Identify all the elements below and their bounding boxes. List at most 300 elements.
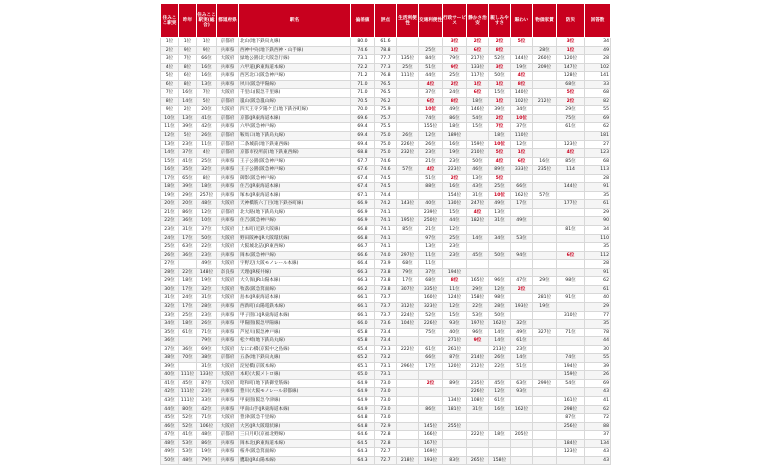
table-cell: 261位 bbox=[443, 345, 467, 354]
table-cell: 49 bbox=[585, 46, 611, 55]
table-cell: 32位 bbox=[161, 302, 179, 311]
table-row bbox=[161, 174, 611, 183]
table-cell: 31位 bbox=[467, 405, 489, 414]
table-cell bbox=[533, 208, 557, 217]
table-cell: 6位 bbox=[467, 89, 489, 98]
table-cell: 大阪府 bbox=[217, 379, 239, 388]
table-cell: 36位 bbox=[179, 217, 197, 226]
table-cell: 大宮(JR大阪環状線) bbox=[239, 422, 351, 431]
table-cell: 148位 bbox=[197, 268, 217, 277]
table-cell: 14位 bbox=[179, 97, 197, 106]
table-cell: 37位 bbox=[419, 89, 443, 98]
table-cell: 76.2 bbox=[375, 97, 397, 106]
table-cell: 34 bbox=[585, 38, 611, 47]
table-cell: 3位 bbox=[489, 63, 511, 72]
table-cell bbox=[397, 396, 419, 405]
table-cell: 芦屋川(阪急神戸線) bbox=[239, 328, 351, 337]
table-cell: 6位 bbox=[511, 157, 533, 166]
table-cell: 61 bbox=[585, 285, 611, 294]
table-cell: 40位 bbox=[419, 200, 443, 209]
table-cell: 85位 bbox=[557, 157, 585, 166]
column-header: 評点 bbox=[375, 4, 397, 38]
table-cell: 千里山(阪急千里線) bbox=[239, 89, 351, 98]
table-cell: 140位 bbox=[511, 89, 533, 98]
table-cell: 29 bbox=[585, 302, 611, 311]
table-cell bbox=[511, 396, 533, 405]
table-cell: 11位 bbox=[419, 260, 443, 269]
table-cell bbox=[397, 123, 419, 132]
table-cell: 159位 bbox=[467, 140, 489, 149]
table-cell: 72.7 bbox=[375, 456, 397, 465]
table-cell bbox=[533, 320, 557, 329]
table-cell bbox=[397, 328, 419, 337]
column-header: 偏差値 bbox=[351, 4, 375, 38]
table-cell: 31位 bbox=[489, 217, 511, 226]
table-cell: 26位 bbox=[197, 132, 217, 141]
table-cell: 193位 bbox=[419, 456, 443, 465]
table-cell bbox=[489, 371, 511, 380]
table-cell: 96位 bbox=[489, 277, 511, 286]
table-cell: 49位 bbox=[197, 260, 217, 269]
table-cell: 六甲道(JR東海道本線) bbox=[239, 63, 351, 72]
table-cell: 王子公園(阪急神戸線) bbox=[239, 157, 351, 166]
table-cell: 65.1 bbox=[351, 362, 375, 371]
table-cell: 御影(阪急神戸線) bbox=[239, 174, 351, 183]
table-cell: 21位 bbox=[161, 208, 179, 217]
table-cell: 45位 bbox=[179, 379, 197, 388]
table-cell: 73.0 bbox=[375, 379, 397, 388]
table-cell: 19位 bbox=[511, 63, 533, 72]
table-cell: 11位 bbox=[197, 140, 217, 149]
table-cell: 43位 bbox=[467, 183, 489, 192]
table-cell bbox=[557, 285, 585, 294]
table-cell: 75.5 bbox=[375, 123, 397, 132]
table-cell bbox=[489, 260, 511, 269]
table-cell: 46位 bbox=[467, 166, 489, 175]
table-cell: 2位 bbox=[443, 174, 467, 183]
table-cell: 天理(JR桜井線) bbox=[239, 268, 351, 277]
table-cell: 9位 bbox=[443, 63, 467, 72]
table-row bbox=[161, 388, 611, 397]
table-cell: 44位 bbox=[443, 217, 467, 226]
table-cell: 30 bbox=[585, 345, 611, 354]
table-cell: 111位 bbox=[179, 388, 197, 397]
table-cell bbox=[533, 371, 557, 380]
table-cell: 80位 bbox=[179, 405, 197, 414]
table-cell bbox=[397, 439, 419, 448]
table-cell: 134 bbox=[585, 439, 611, 448]
table-cell: 31位 bbox=[197, 294, 217, 303]
table-cell: 兵庫県 bbox=[217, 72, 239, 81]
table-cell: 222位 bbox=[467, 431, 489, 440]
table-cell bbox=[467, 226, 489, 235]
table-cell bbox=[419, 414, 443, 423]
table-cell: 73.1 bbox=[351, 55, 375, 64]
table-cell: 133位 bbox=[467, 63, 489, 72]
table-cell: 四天王寺夕陽ケ丘(地下鉄谷町線) bbox=[239, 106, 351, 115]
table-cell bbox=[397, 191, 419, 200]
table-cell: 74.2 bbox=[375, 200, 397, 209]
table-cell: 35 bbox=[585, 243, 611, 252]
table-cell: 72.8 bbox=[375, 439, 397, 448]
table-cell: 79位 bbox=[443, 55, 467, 64]
table-cell: 73.0 bbox=[375, 414, 397, 423]
table-cell: 2位 bbox=[467, 38, 489, 47]
table-cell: 本町(大阪メトロ線) bbox=[239, 371, 351, 380]
table-cell bbox=[397, 89, 419, 98]
table-cell: 16位 bbox=[443, 183, 467, 192]
table-cell bbox=[533, 439, 557, 448]
table-row bbox=[161, 371, 611, 380]
table-cell: 93位 bbox=[443, 320, 467, 329]
table-cell: 73.1 bbox=[375, 362, 397, 371]
table-cell: 144位 bbox=[557, 183, 585, 192]
table-cell: 93位 bbox=[511, 388, 533, 397]
table-cell: 61 bbox=[585, 200, 611, 209]
table-cell: 87位 bbox=[557, 414, 585, 423]
table-cell: 大阪府 bbox=[217, 226, 239, 235]
table-cell: 牧落(阪急箕面線) bbox=[239, 285, 351, 294]
table-cell: 36位 bbox=[179, 345, 197, 354]
table-cell: 82 bbox=[585, 97, 611, 106]
table-cell: 64.3 bbox=[351, 456, 375, 465]
table-cell: 181位 bbox=[443, 405, 467, 414]
table-cell: 1位 bbox=[179, 38, 197, 47]
table-cell: 16位 bbox=[179, 89, 197, 98]
table-cell: 5位 bbox=[557, 89, 585, 98]
table-cell: 11位 bbox=[443, 285, 467, 294]
table-cell: 76.5 bbox=[375, 89, 397, 98]
table-cell: 67.7 bbox=[351, 157, 375, 166]
table-cell: 4位 bbox=[161, 63, 179, 72]
table-cell: 24位 bbox=[443, 89, 467, 98]
table-row bbox=[161, 277, 611, 286]
table-cell: 102位 bbox=[511, 97, 533, 106]
table-row bbox=[161, 89, 611, 98]
table-cell: 16位 bbox=[197, 63, 217, 72]
table-cell: 71.0 bbox=[351, 89, 375, 98]
table-cell: 66.8 bbox=[351, 226, 375, 235]
table-cell: 大阪府 bbox=[217, 277, 239, 286]
table-cell: 98位 bbox=[489, 294, 511, 303]
table-cell: 120位 bbox=[443, 362, 467, 371]
table-cell: 212位 bbox=[533, 97, 557, 106]
table-cell: 18位 bbox=[467, 97, 489, 106]
table-cell: 310位 bbox=[557, 311, 585, 320]
table-cell: 128位 bbox=[557, 72, 585, 81]
table-cell: 162位 bbox=[511, 191, 533, 200]
table-cell: 94位 bbox=[511, 251, 533, 260]
table-cell bbox=[511, 243, 533, 252]
table-cell: 15位 bbox=[443, 208, 467, 217]
table-cell bbox=[533, 200, 557, 209]
table-cell: 大阪府 bbox=[217, 234, 239, 243]
station-ranking-table bbox=[160, 3, 611, 465]
table-cell bbox=[397, 234, 419, 243]
table-cell: 66.1 bbox=[351, 302, 375, 311]
table-cell: 19位 bbox=[197, 277, 217, 286]
table-cell: 兵庫県 bbox=[217, 448, 239, 457]
table-cell: 146位 bbox=[467, 106, 489, 115]
table-cell: 39 bbox=[585, 362, 611, 371]
table-cell: 4位 bbox=[197, 149, 217, 158]
table-cell: 144位 bbox=[511, 55, 533, 64]
table-cell: 大阪府 bbox=[217, 106, 239, 115]
table-cell: 43 bbox=[585, 448, 611, 457]
table-cell: 17位 bbox=[397, 277, 419, 286]
column-header: 交通利便性 bbox=[419, 4, 443, 38]
table-cell: 夙川(阪急甲陽線) bbox=[239, 80, 351, 89]
table-cell: 74.6 bbox=[351, 46, 375, 55]
table-cell: 20位 bbox=[179, 200, 197, 209]
table-cell: 226位 bbox=[419, 320, 443, 329]
table-cell: 133位 bbox=[197, 371, 217, 380]
table-cell: 23位 bbox=[419, 149, 443, 158]
table-cell: 17位 bbox=[179, 302, 197, 311]
table-cell: 昭和町(地下鉄御堂筋線) bbox=[239, 379, 351, 388]
table-cell: 73.4 bbox=[375, 337, 397, 346]
table-cell: 7位 bbox=[179, 55, 197, 64]
table-cell bbox=[397, 294, 419, 303]
table-cell bbox=[489, 448, 511, 457]
table-cell bbox=[557, 388, 585, 397]
table-cell: 6位 bbox=[179, 72, 197, 81]
table-cell bbox=[467, 260, 489, 269]
table-cell: 72.7 bbox=[375, 448, 397, 457]
table-cell: 130位 bbox=[443, 200, 467, 209]
table-cell: 6位 bbox=[467, 46, 489, 55]
table-cell: 239位 bbox=[419, 208, 443, 217]
table-cell bbox=[533, 345, 557, 354]
table-cell: 17位 bbox=[179, 285, 197, 294]
table-cell bbox=[533, 132, 557, 141]
table-cell: 兵庫県 bbox=[217, 388, 239, 397]
table-cell: 26位 bbox=[419, 140, 443, 149]
table-row bbox=[161, 72, 611, 81]
table-cell: 2位 bbox=[179, 106, 197, 115]
table-cell: 22位 bbox=[197, 243, 217, 252]
table-cell: 37位 bbox=[179, 149, 197, 158]
table-cell: 226位 bbox=[397, 140, 419, 149]
table-cell bbox=[467, 132, 489, 141]
table-cell: 61.6 bbox=[375, 38, 397, 47]
table-cell: 189位 bbox=[443, 132, 467, 141]
table-row bbox=[161, 260, 611, 269]
table-cell bbox=[419, 388, 443, 397]
table-cell: 74.1 bbox=[375, 234, 397, 243]
table-cell: 33位 bbox=[161, 311, 179, 320]
table-cell: 大阪府 bbox=[217, 345, 239, 354]
table-cell: 17位 bbox=[161, 174, 179, 183]
column-header: 住みここ駅実(総合) bbox=[197, 4, 217, 38]
table-cell: 74.6 bbox=[375, 157, 397, 166]
table-cell: 北大路(地下鉄烏丸線) bbox=[239, 208, 351, 217]
table-cell bbox=[533, 183, 557, 192]
table-cell: 64.6 bbox=[351, 431, 375, 440]
table-cell: 68 bbox=[585, 157, 611, 166]
table-cell: 41位 bbox=[197, 114, 217, 123]
table-cell: 2位 bbox=[161, 46, 179, 55]
table-cell: 86位 bbox=[179, 208, 197, 217]
table-cell: 12位 bbox=[161, 132, 179, 141]
table-cell: 37位 bbox=[197, 226, 217, 235]
table-row bbox=[161, 302, 611, 311]
table-cell: 73.7 bbox=[375, 294, 397, 303]
table-cell: 9位 bbox=[161, 106, 179, 115]
table-cell: 1位 bbox=[511, 149, 533, 158]
table-cell: 43位 bbox=[161, 396, 179, 405]
table-cell: 12位 bbox=[511, 140, 533, 149]
table-cell: 73.8 bbox=[375, 285, 397, 294]
table-cell: 48位 bbox=[197, 431, 217, 440]
table-cell bbox=[557, 268, 585, 277]
table-cell: 49位 bbox=[511, 328, 533, 337]
table-cell: 23位 bbox=[161, 226, 179, 235]
table-cell: 265位 bbox=[467, 456, 489, 465]
table-row bbox=[161, 157, 611, 166]
table-cell: 335位 bbox=[419, 285, 443, 294]
table-cell: 8位 bbox=[511, 80, 533, 89]
table-row bbox=[161, 63, 611, 72]
table-cell: 15位 bbox=[161, 157, 179, 166]
table-cell: 3位 bbox=[557, 38, 585, 47]
table-cell: 73.4 bbox=[375, 328, 397, 337]
table-cell bbox=[557, 345, 585, 354]
table-cell: 83位 bbox=[443, 456, 467, 465]
table-row bbox=[161, 149, 611, 158]
table-cell: 7位 bbox=[489, 123, 511, 132]
table-cell: 75位 bbox=[557, 114, 585, 123]
table-cell: 6位 bbox=[557, 251, 585, 260]
table-cell: 54位 bbox=[467, 114, 489, 123]
table-cell: 53位 bbox=[179, 439, 197, 448]
table-cell: 64.3 bbox=[351, 448, 375, 457]
table-cell: 26位 bbox=[197, 320, 217, 329]
table-cell: 29位 bbox=[467, 285, 489, 294]
table-cell: 29位 bbox=[533, 277, 557, 286]
table-cell: 26位 bbox=[161, 251, 179, 260]
table-cell: 8位 bbox=[197, 174, 217, 183]
table-cell bbox=[511, 260, 533, 269]
table-cell: 大阪府 bbox=[217, 422, 239, 431]
table-cell: 194位 bbox=[443, 268, 467, 277]
table-cell: 98位 bbox=[557, 277, 585, 286]
table-cell: 67.4 bbox=[351, 183, 375, 192]
table-cell bbox=[511, 371, 533, 380]
table-cell: 61位 bbox=[511, 337, 533, 346]
table-row bbox=[161, 200, 611, 209]
table-cell bbox=[467, 268, 489, 277]
table-cell: 11位 bbox=[419, 251, 443, 260]
table-cell: 73.2 bbox=[375, 354, 397, 363]
table-cell: 73.6 bbox=[375, 320, 397, 329]
table-cell: 住吉(阪急神戸線) bbox=[239, 217, 351, 226]
table-cell: 74.6 bbox=[375, 166, 397, 175]
table-row bbox=[161, 294, 611, 303]
table-cell: 上本町(近鉄大阪線) bbox=[239, 226, 351, 235]
table-row bbox=[161, 140, 611, 149]
table-cell bbox=[443, 439, 467, 448]
table-cell: 10位 bbox=[511, 114, 533, 123]
table-cell bbox=[397, 106, 419, 115]
table-cell: 226位 bbox=[467, 388, 489, 397]
table-cell: 京都市役所前(地下鉄東西線) bbox=[239, 149, 351, 158]
table-cell: 35 bbox=[585, 320, 611, 329]
table-cell: 14位 bbox=[161, 149, 179, 158]
table-cell: 69.4 bbox=[351, 140, 375, 149]
table-cell: 159位 bbox=[557, 371, 585, 380]
table-cell: 167位 bbox=[419, 439, 443, 448]
table-cell: 兵庫県 bbox=[217, 157, 239, 166]
table-cell: 169位 bbox=[419, 448, 443, 457]
table-cell: 61位 bbox=[419, 345, 443, 354]
table-cell: 兵庫県 bbox=[217, 320, 239, 329]
table-cell: 37 bbox=[585, 431, 611, 440]
table-cell: 20位 bbox=[161, 200, 179, 209]
table-cell: 256位 bbox=[557, 422, 585, 431]
table-cell: 224位 bbox=[397, 311, 419, 320]
table-cell: 26位 bbox=[489, 354, 511, 363]
table-cell: 213位 bbox=[489, 345, 511, 354]
table-cell bbox=[397, 388, 419, 397]
table-cell: 70位 bbox=[179, 354, 197, 363]
table-cell bbox=[489, 268, 511, 277]
table-cell: 43 bbox=[585, 388, 611, 397]
table-cell: 23位 bbox=[511, 345, 533, 354]
table-cell: 9位 bbox=[179, 46, 197, 55]
table-cell: 61位 bbox=[557, 123, 585, 132]
table-cell: 44位 bbox=[419, 72, 443, 81]
table-cell: 74.1 bbox=[375, 217, 397, 226]
table-cell: 97位 bbox=[419, 234, 443, 243]
table-cell: 299位 bbox=[533, 379, 557, 388]
table-cell: 住吉(JR東海道本線) bbox=[239, 183, 351, 192]
table-cell: 158位 bbox=[489, 456, 511, 465]
table-cell: 114 bbox=[557, 166, 585, 175]
table-cell bbox=[533, 414, 557, 423]
table-cell: 京都府 bbox=[217, 38, 239, 47]
table-cell: 66.8 bbox=[351, 234, 375, 243]
table-cell: 王子公園(阪急神戸線) bbox=[239, 166, 351, 175]
table-cell bbox=[533, 72, 557, 81]
table-cell: 2位 bbox=[419, 379, 443, 388]
table-cell: 162位 bbox=[489, 320, 511, 329]
table-cell bbox=[397, 38, 419, 47]
table-cell: 123位 bbox=[557, 448, 585, 457]
table-row bbox=[161, 208, 611, 217]
table-cell: 1位 bbox=[467, 80, 489, 89]
table-cell: 66位 bbox=[197, 55, 217, 64]
table-cell: 66.3 bbox=[351, 268, 375, 277]
table-cell: 緑地公園(北大阪急行線) bbox=[239, 55, 351, 64]
table-cell: 80.0 bbox=[351, 38, 375, 47]
table-cell: 63位 bbox=[511, 379, 533, 388]
table-cell: 12位 bbox=[197, 208, 217, 217]
table-cell: 73.8 bbox=[375, 268, 397, 277]
table-cell: 26 bbox=[585, 371, 611, 380]
table-cell bbox=[397, 405, 419, 414]
table-cell: 47位 bbox=[511, 277, 533, 286]
table-cell: 45位 bbox=[467, 251, 489, 260]
table-cell bbox=[533, 337, 557, 346]
table-cell bbox=[397, 354, 419, 363]
table-row bbox=[161, 183, 611, 192]
table-cell: 67.6 bbox=[351, 166, 375, 175]
table-cell: 28 bbox=[585, 260, 611, 269]
table-cell bbox=[533, 396, 557, 405]
table-cell: 85位 bbox=[397, 226, 419, 235]
table-cell: 106位 bbox=[197, 422, 217, 431]
